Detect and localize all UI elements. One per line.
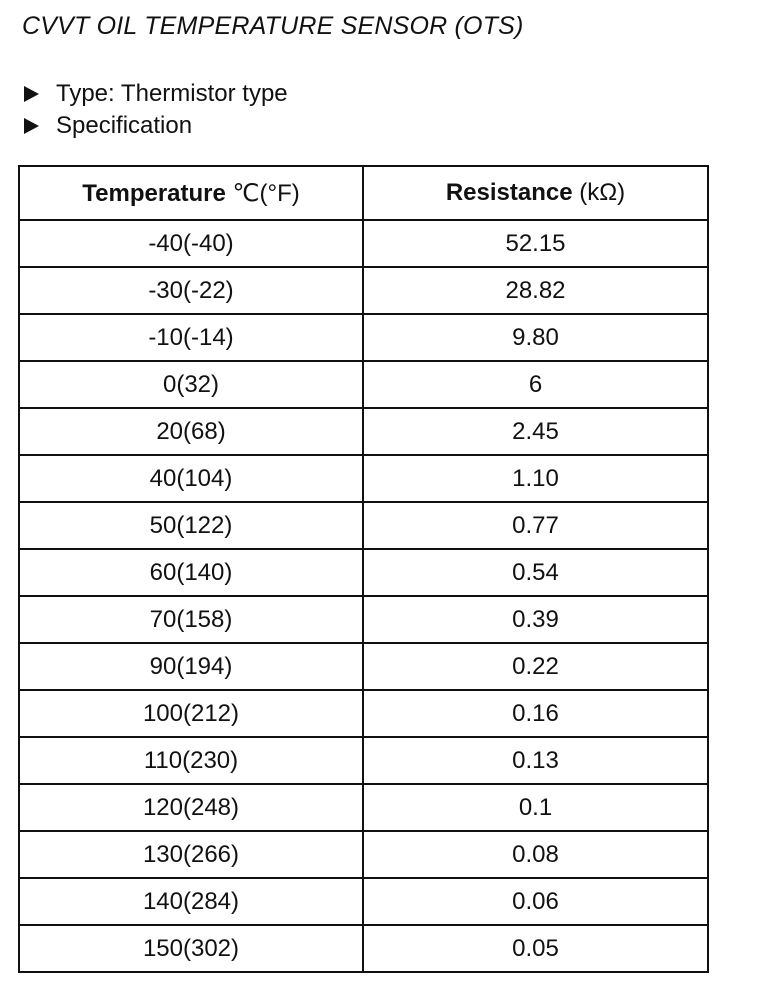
- bullet-label: Specification: [56, 112, 193, 139]
- temperature-cell: 40(104): [19, 455, 363, 502]
- temperature-cell: 120(248): [19, 784, 363, 831]
- table-row: [19, 737, 708, 784]
- resistance-cell: 6: [363, 361, 708, 408]
- temperature-cell: -10(-14): [19, 314, 363, 361]
- table-row: [19, 455, 708, 502]
- temperature-header-label: Temperature: [82, 179, 226, 207]
- temperature-unit-label: ℃(°F): [232, 179, 300, 207]
- table-row: [19, 267, 708, 314]
- spec-table: [18, 165, 709, 973]
- column-header-resistance: [363, 166, 708, 220]
- page-title: CVVT OIL TEMPERATURE SENSOR (OTS): [22, 12, 524, 40]
- temperature-cell: 90(194): [19, 643, 363, 690]
- resistance-cell: 0.08: [363, 831, 708, 878]
- table-row: [19, 878, 708, 925]
- triangle-bullet-icon: [24, 86, 39, 102]
- bullet-label: Type: Thermistor type: [56, 80, 288, 107]
- resistance-cell: 0.54: [363, 549, 708, 596]
- resistance-cell: 0.13: [363, 737, 708, 784]
- resistance-cell: 2.45: [363, 408, 708, 455]
- resistance-cell: 1.10: [363, 455, 708, 502]
- table-row: [19, 925, 708, 972]
- temperature-cell: -30(-22): [19, 267, 363, 314]
- temperature-cell: 110(230): [19, 737, 363, 784]
- resistance-header-label: Resistance: [445, 179, 573, 206]
- table-row: [19, 502, 708, 549]
- table-row: [19, 361, 708, 408]
- resistance-cell: 28.82: [363, 267, 708, 314]
- resistance-cell: 0.05: [363, 925, 708, 972]
- temperature-cell: 140(284): [19, 878, 363, 925]
- table-header-row: [19, 166, 708, 220]
- table-row: [19, 784, 708, 831]
- temperature-cell: 0(32): [19, 361, 363, 408]
- temperature-cell: 130(266): [19, 831, 363, 878]
- temperature-cell: 20(68): [19, 408, 363, 455]
- bullet-item-specification: [24, 110, 288, 142]
- temperature-cell: 100(212): [19, 690, 363, 737]
- table-row: [19, 314, 708, 361]
- triangle-bullet-icon: [24, 118, 39, 134]
- temperature-cell: 60(140): [19, 549, 363, 596]
- temperature-cell: 70(158): [19, 596, 363, 643]
- resistance-cell: 0.16: [363, 690, 708, 737]
- table-row: [19, 596, 708, 643]
- resistance-cell: 0.77: [363, 502, 708, 549]
- table-row: [19, 831, 708, 878]
- column-header-temperature: [19, 166, 363, 220]
- table-body: [19, 220, 708, 972]
- temperature-cell: 150(302): [19, 925, 363, 972]
- temperature-cell: 50(122): [19, 502, 363, 549]
- table-row: [19, 220, 708, 267]
- temperature-cell: -40(-40): [19, 220, 363, 267]
- resistance-cell: 0.39: [363, 596, 708, 643]
- table-row: [19, 643, 708, 690]
- resistance-cell: 52.15: [363, 220, 708, 267]
- table-row: [19, 549, 708, 596]
- resistance-cell: 0.06: [363, 878, 708, 925]
- resistance-cell: 0.1: [363, 784, 708, 831]
- resistance-cell: 9.80: [363, 314, 708, 361]
- bullet-item-type: [24, 78, 288, 110]
- table-row: [19, 408, 708, 455]
- resistance-unit-label: (kΩ): [579, 179, 626, 206]
- table-row: [19, 690, 708, 737]
- resistance-cell: 0.22: [363, 643, 708, 690]
- bullet-list: [24, 78, 288, 142]
